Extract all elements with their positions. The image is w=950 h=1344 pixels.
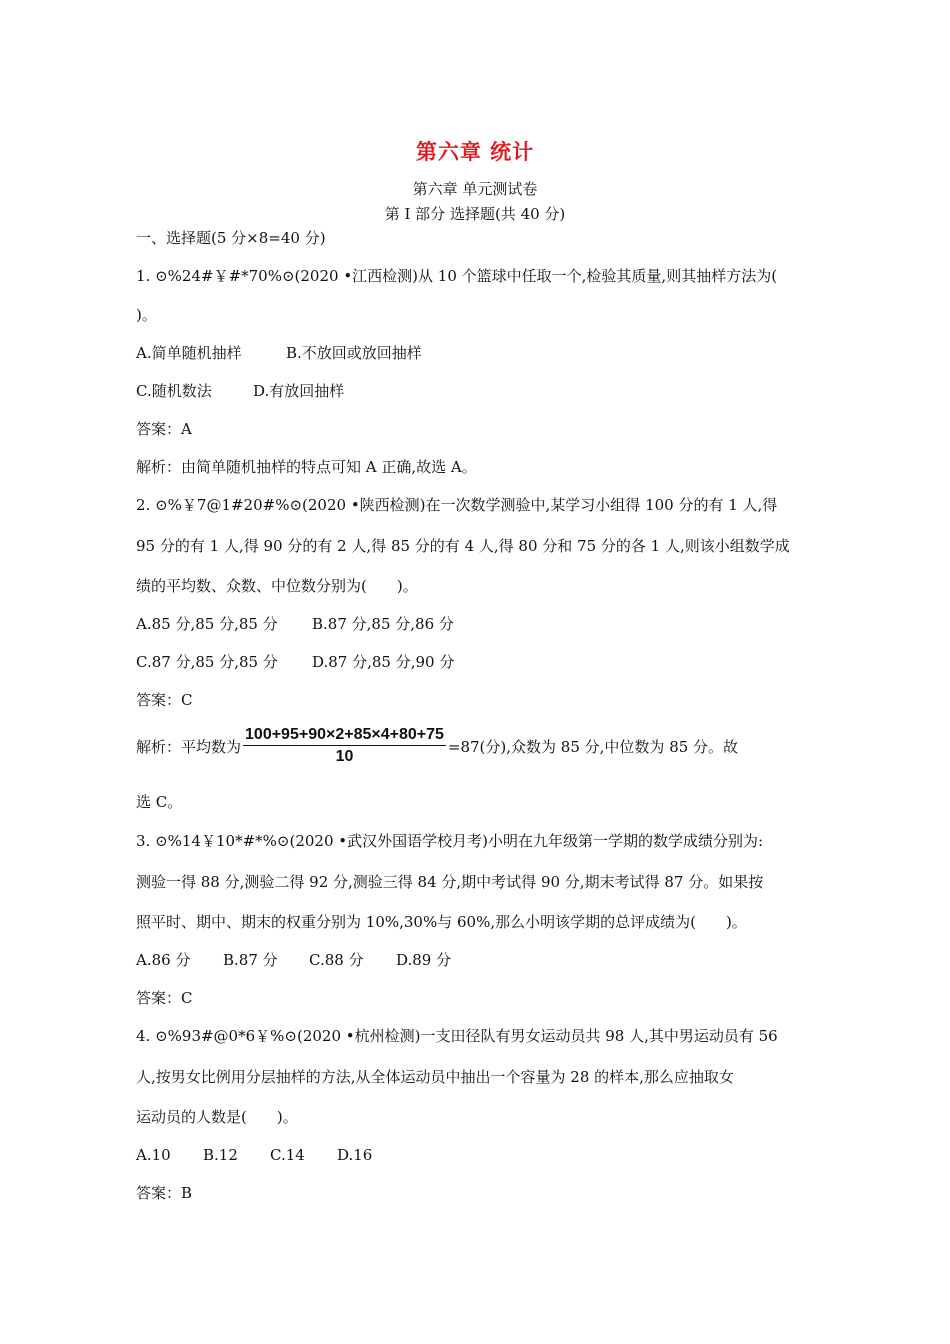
q3-option-c: C.88 分 — [309, 951, 364, 969]
q3-option-b: B.87 分 — [223, 951, 278, 969]
q1-answer: 答案：A — [136, 420, 192, 438]
part-heading: 第 I 部分 选择题(共 40 分) — [384, 205, 566, 223]
q2-stem-line3: 绩的平均数、众数、中位数分别为( )。 — [136, 577, 418, 595]
q3-options — [136, 950, 816, 970]
q4-option-b: B.12 — [203, 1146, 238, 1164]
q4-option-c: C.14 — [270, 1146, 305, 1164]
q2-option-b: B.87 分,85 分,86 分 — [312, 615, 454, 633]
q3-stem-line1: 3. ⊙%14￥10*#*%⊙(2020 •武汉外国语学校月考)小明在九年级第一学期的数学成绩分别为: — [136, 832, 764, 850]
q3-option-a: A.86 分 — [136, 951, 191, 969]
section-heading: 一、选择题(5 分×8=40 分) — [136, 229, 326, 247]
page-subtitle: 第六章 单元测试卷 — [412, 180, 538, 198]
q2-stem-line2: 95 分的有 1 人,得 90 分的有 2 人,得 85 分的有 4 人,得 80 分和 75 分的各 1 人,则该小组数学成 — [136, 537, 790, 555]
fraction-denominator: 10 — [335, 748, 354, 765]
q2-analysis-prefix: 解析：平均数为 — [136, 737, 242, 756]
fraction-numerator: 100+95+90×2+85×4+80+75 — [243, 725, 446, 746]
q4-stem-line2: 人,按男女比例用分层抽样的方法,从全体运动员中抽出一个容量为 28 的样本,那么应抽取女 — [136, 1068, 734, 1086]
q3-stem-line2: 测验一得 88 分,测验二得 92 分,测验三得 84 分,期中考试得 90 分,期末考试得 87 分。如果按 — [136, 873, 764, 891]
q2-analysis — [136, 725, 738, 768]
q4-stem-line3: 运动员的人数是( )。 — [136, 1108, 298, 1126]
q3-option-d: D.89 分 — [396, 951, 452, 969]
q2-options-row2 — [136, 652, 816, 672]
q1-option-a: A.简单随机抽样 — [136, 344, 242, 362]
q2-stem-line1: 2. ⊙%￥7@1#20#%⊙(2020 •陕西检测)在一次数学测验中,某学习小组得 100 分的有 1 人,得 — [136, 496, 778, 514]
average-fraction — [243, 725, 446, 768]
q3-answer: 答案：C — [136, 989, 193, 1007]
q1-options-row1 — [136, 343, 816, 363]
q4-stem-line1: 4. ⊙%93#@0*6￥%⊙(2020 •杭州检测)一支田径队有男女运动员共 98 人,其中男运动员有 56 — [136, 1027, 778, 1045]
q1-option-b: B.不放回或放回抽样 — [286, 344, 422, 362]
q4-options — [136, 1145, 816, 1165]
q2-analysis-end: 选 C。 — [136, 793, 183, 811]
q1-option-d: D.有放回抽样 — [253, 382, 345, 400]
q2-options-row1 — [136, 614, 816, 634]
q1-stem-line2: )。 — [136, 306, 157, 324]
q1-analysis: 解析：由简单随机抽样的特点可知 A 正确,故选 A。 — [136, 458, 477, 476]
q2-option-d: D.87 分,85 分,90 分 — [312, 653, 455, 671]
q2-answer: 答案：C — [136, 691, 193, 709]
q4-option-d: D.16 — [337, 1146, 373, 1164]
q2-option-c: C.87 分,85 分,85 分 — [136, 653, 278, 671]
q1-option-c: C.随机数法 — [136, 382, 212, 400]
q2-option-a: A.85 分,85 分,85 分 — [136, 615, 278, 633]
q4-option-a: A.10 — [136, 1146, 171, 1164]
q1-options-row2 — [136, 381, 816, 401]
page-title: 第六章 统计 — [415, 139, 535, 164]
q3-stem-line3: 照平时、期中、期末的权重分别为 10%,30%与 60%,那么小明该学期的总评成绩为( )。 — [136, 913, 747, 931]
q1-stem-line1: 1. ⊙%24#￥#*70%⊙(2020 •江西检测)从 10 个篮球中任取一个,检验其质量,则其抽样方法为( — [136, 267, 778, 285]
q2-analysis-suffix: =87(分),众数为 85 分,中位数为 85 分。故 — [447, 737, 739, 756]
q4-answer: 答案：B — [136, 1184, 193, 1202]
